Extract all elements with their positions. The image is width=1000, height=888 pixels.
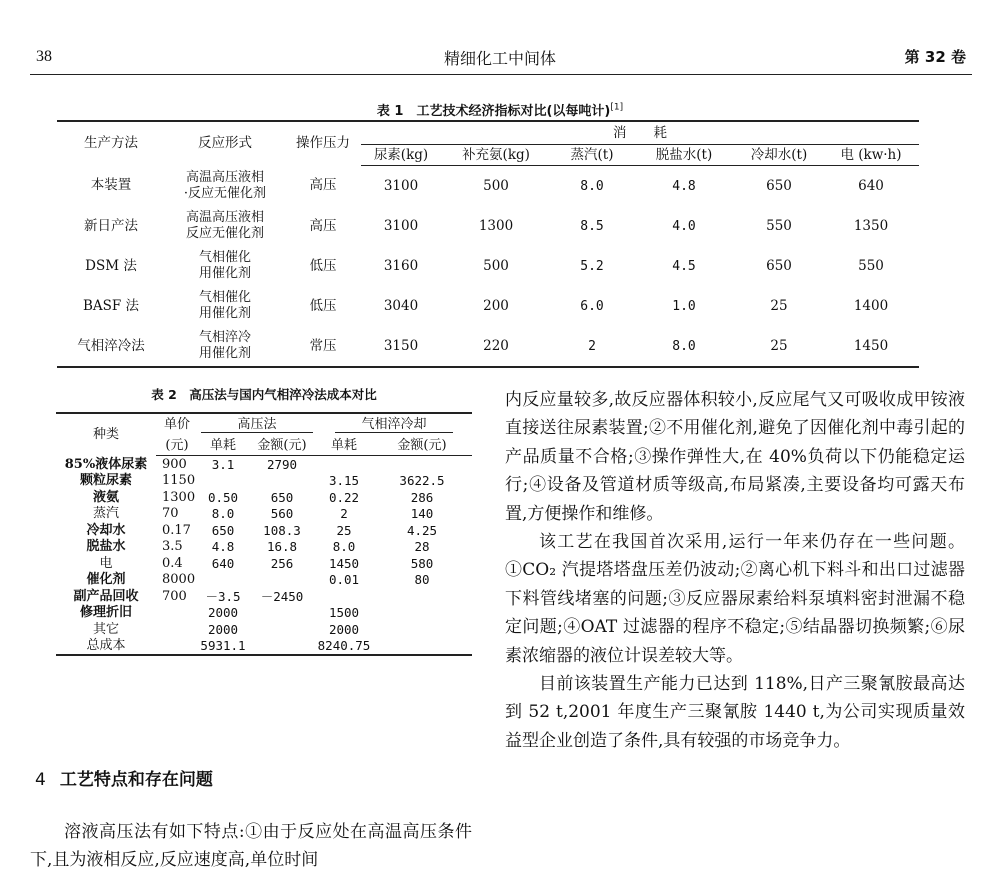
body-paragraph: 该工艺在我国首次采用,运行一年来仍存在一些问题。①CO₂ 汽提塔塔盘压差仍波动;②离心机下料斗和出口过滤器下料管线堵塞的问题;③反应器尿素给料泵填料密封泄漏不稳定问题;④OAT 过滤器的程序不稳定;⑤结晶器切换频繁;⑥尿素浓缩器的液位计误差较大等。 (505, 532, 965, 666)
volume-label: 第 32 卷 (904, 48, 966, 66)
cell-pressure: 常压 (285, 326, 361, 367)
table-row (57, 286, 919, 326)
body-paragraph: 内反应量较多,故反应器体积较小,反应尾气又可吸收成甲铵液直接送往尿素装置;②不用催化剂,避免了因催化剂中毒引起的产品质量不合格;③操作弹性大,在 40%负荷以下仍能稳定运行;④设备及管道材质等级高,布局紧凑,主要设备均可露天布置,方便操作和维修。 (505, 390, 965, 524)
cell-value: 6.0 (580, 298, 604, 314)
cell-kind: 液氨 (92, 489, 119, 505)
cell-gas-consume: 2000 (328, 621, 360, 637)
cell-high-amount: 560 (270, 506, 294, 522)
table-row (57, 326, 919, 367)
cell-high-amount: 16.8 (266, 539, 298, 555)
cell-form: 气相淬冷 用催化剂 (165, 326, 285, 367)
cell-gas-amount (372, 605, 472, 622)
cell-gas-amount: 28 (414, 539, 430, 555)
cell-price: 8000 (162, 572, 196, 588)
cell-price (156, 605, 198, 622)
col-high-consume: 单耗 (198, 435, 248, 456)
cell-value: 650 (766, 257, 792, 274)
table-row (56, 621, 472, 638)
cell-value: 1400 (853, 297, 889, 314)
table-row (56, 456, 472, 473)
cell-value: 3040 (383, 297, 419, 314)
cell-kind: 修理折旧 (79, 605, 132, 621)
cell-gas-consume: 8.0 (332, 539, 356, 555)
cell-gas-consume: 8240.75 (317, 638, 371, 654)
cell-form: 高温高压液相 ·反应无催化剂 (183, 169, 267, 201)
table1-caption: 表 1 工艺技术经济指标对比(以每吨计)[1] (376, 102, 624, 119)
cell-value: 5.2 (580, 258, 604, 274)
cell-high-consume: 640 (211, 555, 235, 571)
cell-value: 650 (766, 177, 792, 194)
cell-value: 2 (551, 326, 633, 367)
cell-value: 640 (858, 177, 884, 194)
cell-value: 8.0 (633, 326, 735, 367)
cell-high-consume: 3.1 (211, 456, 235, 472)
body-paragraph: 溶液高压法有如下特点:①由于反应处在高温高压条件下,且为液相反应,反应速度高,单位时间 (30, 822, 472, 870)
cell-gas-consume: 1500 (328, 605, 360, 621)
cell-gas-consume: 2 (340, 506, 348, 522)
cell-high-consume: －3.5 (205, 588, 241, 604)
section-heading: 4 工艺特点和存在问题 (35, 770, 213, 790)
cell-kind: 总成本 (56, 638, 156, 656)
cell-gas-amount (372, 638, 472, 656)
cell-value: 220 (441, 326, 551, 367)
cell-value: 1350 (853, 217, 889, 234)
cell-form: 高温高压液相 反应无催化剂 (185, 210, 264, 241)
cell-kind: 副产品回收 (73, 588, 139, 604)
table-row (56, 638, 472, 656)
cell-price (156, 621, 198, 638)
page-header (30, 44, 970, 74)
col-gas-consume: 单耗 (316, 435, 372, 456)
cell-price: 700 (162, 588, 187, 604)
col-electricity: 电 (kw·h) (823, 145, 919, 166)
cell-high-amount: －2450 (260, 588, 304, 604)
cell-gas-amount: 140 (410, 506, 434, 522)
col-urea: 尿素(kg) (361, 145, 441, 166)
cell-high-consume: 4.8 (211, 539, 235, 555)
table-row (57, 166, 919, 207)
cell-method: 本装置 (90, 177, 132, 194)
cell-high-consume: 0.50 (207, 489, 239, 505)
cell-method: 气相淬冷法 (57, 326, 165, 367)
cell-gas-amount: 4.25 (406, 522, 438, 538)
cell-kind: 其它 (92, 621, 119, 637)
col-high-pressure: 高压法 (198, 413, 316, 435)
cell-value: 200 (483, 297, 509, 314)
cell-value: 25 (735, 326, 823, 367)
cell-value: 25 (770, 297, 788, 314)
cell-value: 500 (483, 257, 509, 274)
table2-caption: 表 2 高压法与国内气相淬冷法成本对比 (151, 387, 377, 402)
cell-high-consume (198, 473, 248, 490)
table-row (56, 473, 472, 490)
cell-pressure: 低压 (309, 257, 337, 274)
cell-form: 气相催化 用催化剂 (198, 250, 251, 281)
cell-value: 8.0 (580, 178, 604, 194)
left-column (30, 818, 472, 874)
col-gas-amount: 金额(元) (372, 435, 472, 456)
col-price: 单价 (156, 413, 198, 435)
cell-gas-amount (372, 621, 472, 638)
col-desalted-water: 脱盐水(t) (633, 145, 735, 166)
cell-gas-consume: 1450 (328, 555, 360, 571)
cell-value: 4.8 (672, 178, 696, 194)
cell-value: 4.5 (672, 258, 696, 274)
table-row (56, 588, 472, 605)
cell-value: 550 (858, 257, 884, 274)
cell-high-consume: 8.0 (211, 506, 235, 522)
col-steam: 蒸汽(t) (551, 145, 633, 166)
cell-value: 3100 (383, 217, 419, 234)
col-consumption: 消 耗 (361, 121, 919, 145)
cell-kind: 85%液体尿素 (64, 456, 148, 472)
cell-value: 3160 (383, 257, 419, 274)
table1-ref: [1] (610, 102, 624, 113)
cell-price: 900 (162, 456, 187, 472)
cell-value: 8.5 (580, 218, 604, 234)
cell-kind: 蒸汽 (92, 506, 119, 522)
table-row (57, 246, 919, 286)
cell-kind: 电 (99, 555, 113, 571)
cell-price: 3.5 (162, 539, 183, 555)
body-paragraph: 目前该装置生产能力已达到 118%,日产三聚氰胺最高达到 52 t,2001 年度生产三聚氰胺 1440 t,为公司实现质量效益型企业创造了条件,具有较强的市场竞争力。 (505, 674, 965, 751)
cell-gas-consume: 25 (336, 522, 352, 538)
table2 (56, 412, 472, 656)
cell-gas-amount: 3622.5 (399, 473, 445, 489)
cell-value: 500 (483, 177, 509, 194)
cell-value: 1450 (823, 326, 919, 367)
cell-gas-amount (372, 456, 472, 473)
cell-high-amount: 256 (270, 555, 294, 571)
cell-kind: 冷却水 (86, 522, 126, 538)
cell-high-amount (248, 621, 316, 638)
cell-form: 气相催化 用催化剂 (198, 290, 251, 321)
col-price-unit: (元) (156, 435, 198, 456)
cell-price: 70 (162, 506, 179, 522)
cell-kind: 脱盐水 (86, 539, 126, 555)
col-kind: 种类 (56, 413, 156, 456)
cell-price: 1150 (162, 473, 196, 489)
cell-price: 0.4 (162, 555, 183, 571)
cell-gas-consume: 0.01 (328, 572, 360, 588)
cell-high-consume: 2000 (207, 621, 239, 637)
cell-gas-amount: 80 (414, 572, 430, 588)
cell-method: DSM 法 (85, 257, 137, 274)
cell-value: 550 (766, 217, 792, 234)
col-pressure: 操作压力 (285, 121, 361, 166)
cell-value: 3150 (361, 326, 441, 367)
table-row (56, 522, 472, 539)
cell-high-amount (248, 605, 316, 622)
cell-pressure: 高压 (309, 177, 337, 194)
cell-kind: 颗粒尿素 (79, 473, 132, 489)
cell-kind: 催化剂 (86, 572, 126, 588)
table-row (56, 539, 472, 556)
cell-high-amount: 2790 (266, 456, 298, 472)
cell-method: BASF 法 (82, 297, 140, 314)
cell-value: 1300 (478, 217, 514, 234)
cell-high-amount: 108.3 (263, 522, 301, 538)
cell-price (156, 638, 198, 656)
col-gas-quench: 气相淬冷却 (316, 413, 472, 435)
cell-value: 1.0 (672, 298, 696, 314)
cell-high-consume: 2000 (207, 605, 239, 621)
table-row (56, 506, 472, 523)
journal-title: 精细化工中间体 (443, 49, 556, 68)
cell-pressure: 高压 (309, 217, 337, 234)
col-cooling-water: 冷却水(t) (735, 145, 823, 166)
cell-gas-amount (372, 588, 472, 605)
table-row (56, 489, 472, 506)
table1 (57, 120, 919, 368)
cell-high-amount (248, 473, 316, 490)
cell-high-consume: 650 (211, 522, 235, 538)
col-ammonia: 补充氨(kg) (441, 145, 551, 166)
col-method: 生产方法 (57, 121, 165, 166)
cell-value: 4.0 (672, 218, 696, 234)
cell-gas-amount: 286 (410, 489, 434, 505)
cell-gas-consume (316, 588, 372, 605)
table-row (56, 605, 472, 622)
cell-high-consume (198, 572, 248, 589)
col-form: 反应形式 (165, 121, 285, 166)
header-rule (30, 74, 972, 75)
cell-gas-consume: 3.15 (328, 473, 360, 489)
table-row (56, 555, 472, 572)
cell-method: 新日产法 (84, 217, 138, 234)
cell-pressure: 低压 (309, 297, 337, 314)
cell-price: 1300 (162, 489, 196, 505)
cell-gas-amount: 580 (410, 555, 434, 571)
cell-value: 3100 (383, 177, 419, 194)
page-number: 38 (36, 48, 52, 65)
table-row (57, 206, 919, 246)
right-column (505, 386, 965, 755)
cell-gas-consume (316, 456, 372, 473)
col-high-amount: 金额(元) (248, 435, 316, 456)
cell-high-amount (248, 572, 316, 589)
cell-price: 0.17 (162, 522, 191, 538)
table-row (56, 572, 472, 589)
cell-high-consume: 5931.1 (198, 638, 248, 656)
cell-high-amount (248, 638, 316, 656)
cell-high-amount: 650 (270, 489, 294, 505)
cell-gas-consume: 0.22 (328, 489, 360, 505)
